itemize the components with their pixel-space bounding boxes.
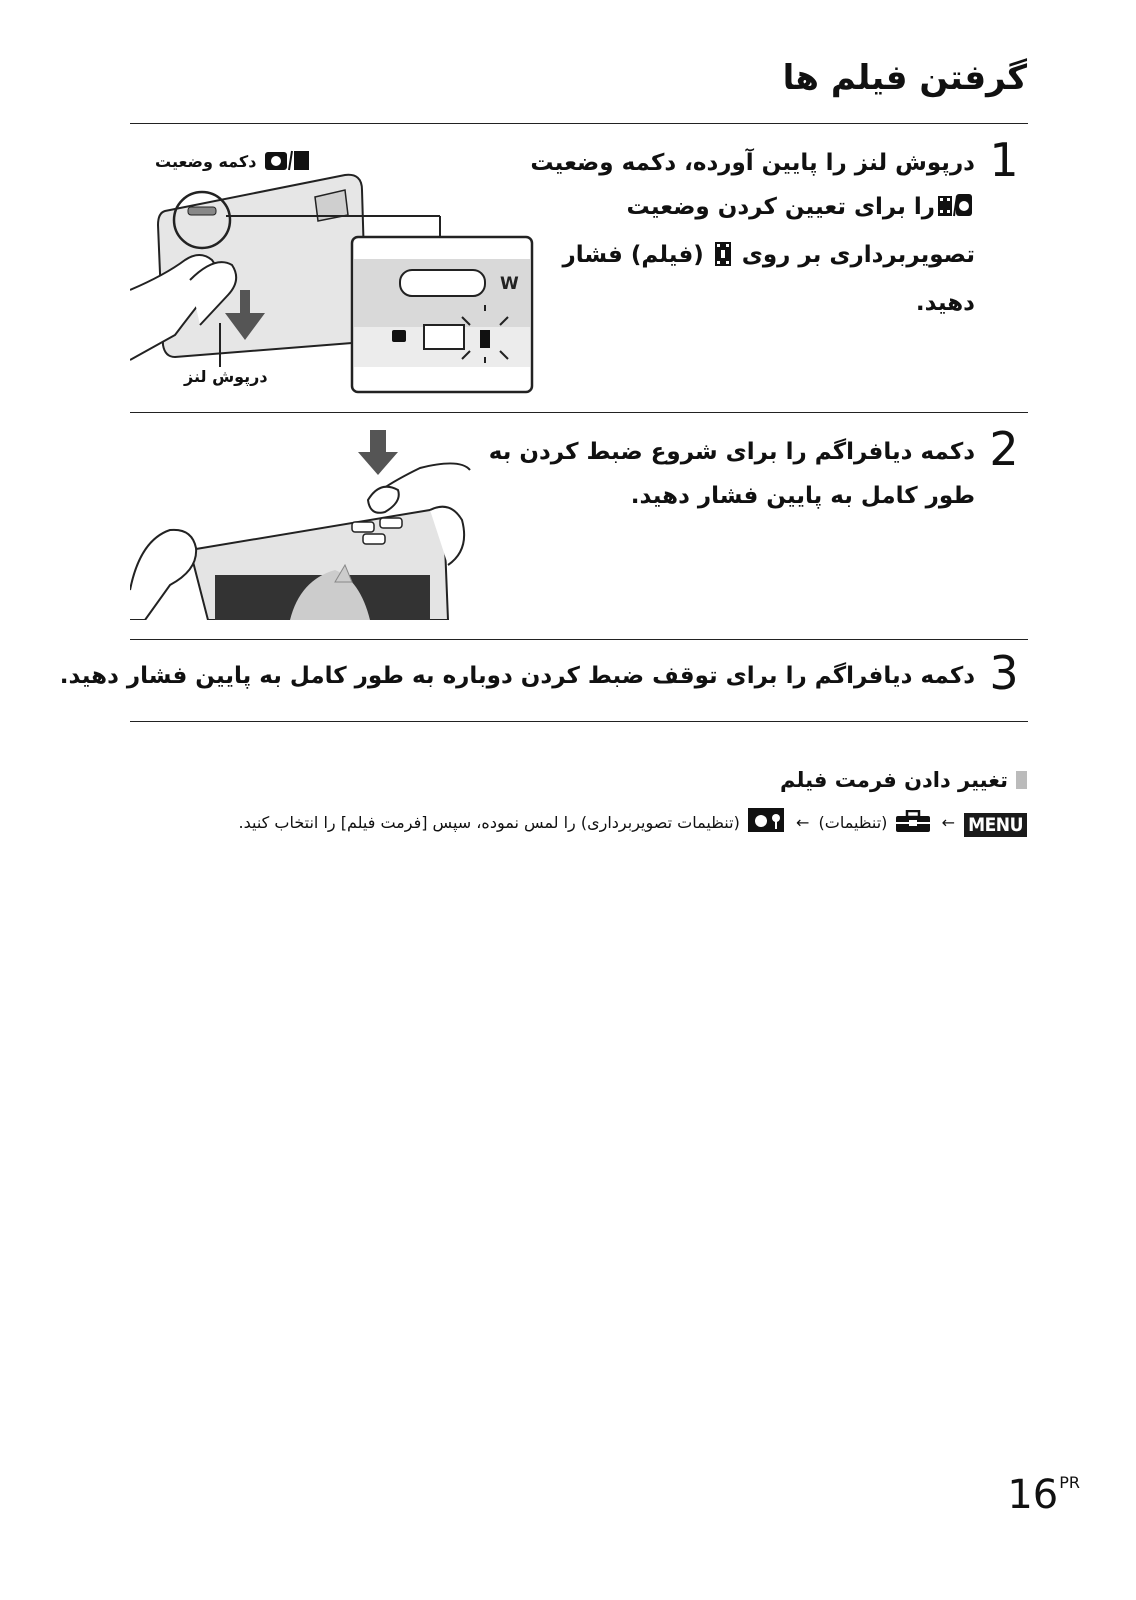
step-1-line-4: دهید. — [915, 290, 975, 316]
step-2-line-1: دکمه دیافراگم را برای شروع ضبط کردن به — [488, 439, 975, 465]
step-1-line-1: درپوش لنز را پایین آورده، دکمه وضعیت — [530, 150, 975, 176]
menu-button-icon: MENU — [964, 813, 1027, 837]
camera-mode-figure — [130, 135, 550, 405]
step-1-line-3: تصویربرداری بر روی (فیلم) فشار — [535, 233, 975, 281]
step-2-line-2: طور کامل به پایین فشار دهید. — [630, 483, 975, 509]
zoom-w-label: W — [500, 274, 519, 294]
step-3 — [59, 646, 1027, 708]
film-icon — [715, 237, 731, 281]
step-number: 1 — [989, 133, 1019, 187]
step-number: 3 — [989, 646, 1019, 700]
divider — [130, 412, 1028, 413]
step-2 — [488, 422, 1027, 604]
camera-settings-icon — [748, 808, 784, 836]
divider — [130, 639, 1028, 640]
step-3-line-1: دکمه دیافراگم را برای توقف ضبط کردن دوباره به طور کامل به پایین فشار دهید. — [59, 663, 975, 689]
page-number: $16^{PR}$ — [1007, 1472, 1080, 1518]
step-1 — [507, 135, 1027, 405]
note-marker-icon — [1016, 771, 1027, 789]
toolbox-icon — [896, 810, 930, 836]
shutter-press-figure — [130, 430, 490, 620]
step-number: 2 — [989, 422, 1019, 476]
divider — [130, 123, 1028, 124]
mode-button-label: دکمه وضعیت — [155, 149, 312, 175]
step-1-line-2: را برای تعیین کردن وضعیت — [535, 185, 975, 233]
lens-cover-label: درپوش لنز — [184, 367, 268, 386]
movie-mode-icon — [938, 189, 972, 233]
divider — [130, 721, 1028, 722]
page-title: گرفتن فیلم ها — [782, 58, 1027, 98]
note-instruction: MENU ← (تنظیمات) ← (تنظیمات تصویربرداری) را لمس نموده، سپس [فرمت فیلم] را انتخاب کنید. — [239, 808, 1027, 837]
note-heading: تغییر دادن فرمت فیلم — [780, 768, 1027, 792]
